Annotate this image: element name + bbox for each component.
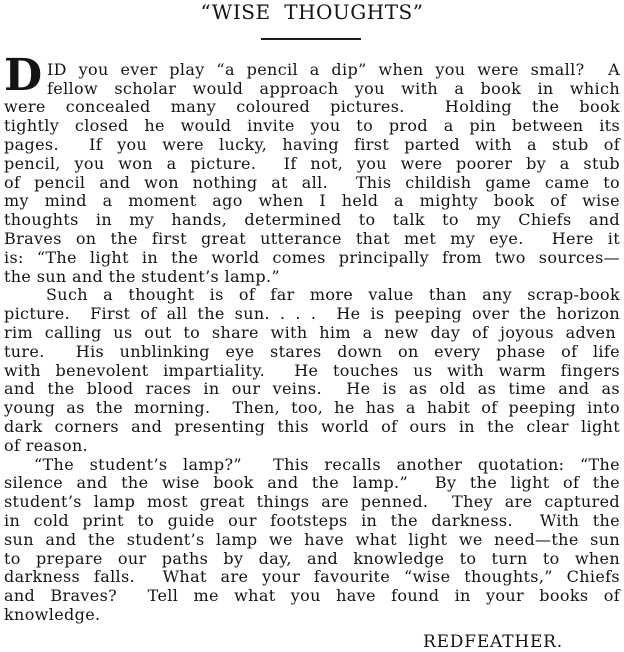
body-line: knowledge. bbox=[4, 605, 101, 624]
body-line: Braves on the first great utterance that met my eye. Here it bbox=[4, 229, 620, 248]
body-line: and Braves? Tell me what you have found in your books of bbox=[4, 586, 620, 605]
body-line: thoughts in my hands, determined to talk to my Chiefs and bbox=[4, 210, 620, 229]
body-line: of pencil and won nothing at all. This childish game came to bbox=[4, 173, 620, 192]
body-line: in cold print to guide our footsteps in the darkness. With the bbox=[4, 511, 620, 530]
body-line: ID you ever play “a pencil a dip” when you were small? A bbox=[47, 60, 620, 79]
body-line: “The student’s lamp?” This recalls another quotation: “The bbox=[34, 455, 620, 474]
body-line: Such a thought is of far more value than any scrap-book bbox=[46, 285, 620, 304]
body-line: with benevolent impartiality. He touches us with warm fingers bbox=[4, 361, 620, 380]
body-line: ture. His unblinking eye stares down on every phase of life bbox=[4, 342, 620, 361]
body-line: were concealed many coloured pictures. Holding the book bbox=[4, 97, 620, 116]
article-title: “WISE THOUGHTS” bbox=[200, 0, 424, 24]
body-line: tightly closed he would invite you to prod a pin between its bbox=[4, 116, 620, 135]
body-line: pages. If you were lucky, having first parted with a stub of bbox=[4, 135, 620, 154]
body-line: silence and the wise book and the lamp.” By the light of the bbox=[4, 473, 620, 492]
body-line: is: “The light in the world comes principally from two sources— bbox=[4, 248, 620, 267]
signature: REDFEATHER. bbox=[423, 632, 563, 652]
body-line: and the blood races in our veins. He is as old as time and as bbox=[4, 379, 620, 398]
body-line: darkness falls. What are your favourite “wise thoughts,” Chiefs bbox=[4, 567, 620, 586]
body-line: fellow scholar would approach you with a book in which bbox=[47, 79, 620, 98]
title-rule bbox=[261, 38, 361, 40]
body-line: picture. First of all the sun. . . . He is peeping over the horizon bbox=[4, 304, 620, 323]
body-line: sun and the student’s lamp we have what light we need—the sun bbox=[4, 530, 620, 549]
body-line: to prepare our paths by day, and knowledge to turn to when bbox=[4, 549, 620, 568]
body-line: young as the morning. Then, too, he has a habit of peeping into bbox=[4, 398, 620, 417]
body-line: rim calling us out to share with him a new day of joyous adven bbox=[4, 323, 616, 342]
body-line: my mind a moment ago when I held a mighty book of wise bbox=[4, 191, 620, 210]
body-line: of reason. bbox=[4, 436, 89, 455]
body-line: pencil, you won a picture. If not, you were poorer by a stub bbox=[4, 154, 620, 173]
body-line: student’s lamp most great things are penned. They are captured bbox=[4, 492, 620, 511]
body-line: dark corners and presenting this world of ours in the clear light bbox=[4, 417, 620, 436]
body-line: the sun and the student’s lamp.” bbox=[4, 267, 280, 286]
drop-cap: D bbox=[4, 50, 43, 101]
